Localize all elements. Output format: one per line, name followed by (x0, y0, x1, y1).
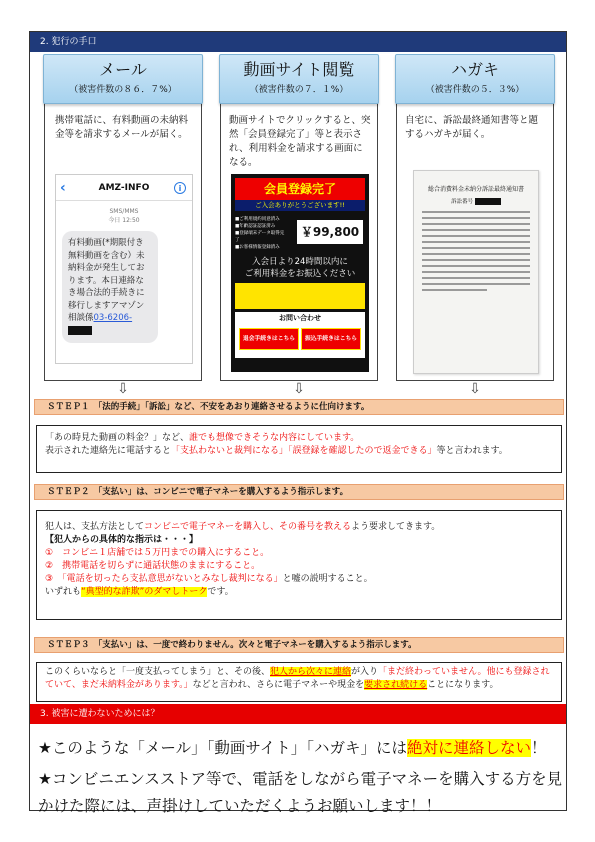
method-share: （被害件数の８６．７%） (69, 85, 177, 95)
down-arrow-icon: ⇩ (469, 381, 481, 397)
sms-phone-number: 03-6206- (93, 313, 133, 323)
text: です。 (207, 587, 234, 597)
highlight: 犯人から次々に連絡 (270, 667, 352, 677)
sms-meta (56, 207, 192, 225)
redaction-block (68, 326, 92, 335)
postcard-number-label: 訴訟番号 (451, 199, 474, 205)
down-arrow-icon: ⇩ (293, 381, 305, 397)
ad-title: 会員登録完了 (235, 178, 365, 200)
method-description: 携帯電話に、有料動画の未納料金等を請求するメールが届く。 (55, 115, 189, 140)
section-2-header: 2. 犯行の手口 (30, 32, 566, 52)
step-1-header: ＳＴＥＰ１ 「法的手続」「訴訟」など、不安をあおり連絡させるように仕向けます。 (34, 399, 564, 415)
sms-body: 有料動画(*期限付き無料動画を含む）未納料金が発生しております。本日連絡なき場合法的手続きに移行しますアマゾン相談係 (68, 238, 145, 323)
emphasis: 「支払わないと裁判になる」「誤登録を確認したので返金できる」 (171, 446, 437, 456)
step-2-header: ＳＴＥＰ２ 「支払い」は、コンビニで電子マネーを購入するよう指示します。 (34, 484, 564, 500)
text: が入り (351, 667, 379, 677)
fake-billing-screen (231, 174, 369, 372)
ad-contact-heading: お問い合わせ (279, 314, 321, 322)
method-share: （被害件数の７．１%） (249, 85, 349, 95)
ad-subtitle: ご入会ありがとうございます!! (235, 200, 365, 211)
postcard-text-lines (422, 211, 530, 291)
step-1-line-2 (45, 445, 553, 458)
emphasis: 「電話を切ったら支払意思がないとみなし裁判になる」 (62, 574, 283, 584)
instruction-item: ② 携帯電話を切らずに通話状態のままにすること。 (45, 561, 261, 571)
ad-contact-box (235, 312, 365, 358)
text: ！ (531, 739, 547, 757)
method-title: メール (99, 60, 147, 79)
text: ことになります。 (427, 680, 499, 690)
highlight: 要求され続ける (364, 680, 428, 690)
emphasis: 「まだ終わっていません。他にも登録されていて、まだ未納料金があります。」 (45, 667, 550, 690)
step-3-box (36, 662, 562, 702)
method-card-video-site (220, 59, 378, 381)
text: などと言われ、さらに電子マネーや現金を (192, 680, 365, 690)
method-description: 自宅に、訴訟最終通知書等と題するハガキが届く。 (405, 115, 539, 140)
step-2-instructions-heading: 【犯人からの具体的な指示は・・・】 (45, 535, 199, 545)
text: いずれも (45, 587, 82, 597)
text: 等と言われます。 (436, 446, 508, 456)
section-3-header: 3. 被害に遭わないためには？ (30, 704, 566, 724)
step-2-box (36, 510, 562, 620)
instruction-item: ① コンビニ１店舗では５万円までの購入にすること。 (45, 548, 270, 558)
transfer-button: 振込手続きはこちら (301, 328, 361, 350)
text: と嘘の説明すること。 (282, 574, 373, 584)
method-tab-video (219, 54, 379, 104)
method-share: （被害件数の５．３%） (425, 85, 525, 95)
highlight: 絶対に連絡しない (407, 739, 532, 757)
ad-status-item: ■ご利用規約同意済み (235, 217, 280, 222)
ad-mid (235, 214, 365, 254)
emphasis: 誰でも想像できそうな内容にしています。 (189, 433, 360, 443)
postcard-title: 総合消費料金未納分訴訟最終通知書 (427, 186, 524, 193)
back-chevron-icon: ‹ (60, 180, 66, 196)
text: 「あの時見た動画の料金？」など、 (45, 433, 190, 443)
info-icon: i (174, 182, 186, 194)
ad-notice (235, 256, 365, 280)
method-description: 動画サイトでクリックすると、突然「会員登録完了」等と表示され、利用料金を請求する画面になる。 (229, 115, 371, 168)
sms-header (56, 175, 192, 201)
ad-price: ￥99,800 (297, 220, 363, 244)
method-tab-mail (43, 54, 203, 104)
sms-meta-type: SMS/MMS (109, 208, 139, 215)
ad-status-item: ■登録端末データ取得完了 (235, 231, 285, 243)
instruction-item (45, 573, 553, 586)
method-card-mail (44, 59, 202, 381)
ad-status-item: ■年齢認証認証済み (235, 224, 276, 229)
ad-status-item: ■お客様情報登録済み (235, 245, 280, 250)
highlight: “典型的な詐欺”のダマしトーク (81, 587, 208, 597)
ad-notice-line: 入会日より24時間以内に (252, 257, 348, 267)
emphasis: コンビニで電子マネーを購入し、その番号を教える (144, 522, 352, 532)
sms-screenshot (55, 174, 193, 364)
down-arrow-icon: ⇩ (117, 381, 129, 397)
postcard-number (422, 197, 530, 205)
postcard-photo (413, 170, 539, 374)
text: 犯人は、支払方法として (45, 522, 145, 532)
step-2-summary (45, 586, 553, 599)
tip-1 (38, 736, 563, 760)
text: よう要求してきます。 (351, 522, 441, 532)
text: ★このような「メール」「動画サイト」「ハガキ」には (38, 739, 408, 757)
ad-status-list (235, 216, 287, 251)
text: このくらいならと「一度支払ってしまう」と、その後、 (45, 667, 271, 677)
sms-meta-time: 今日 12:50 (108, 217, 140, 224)
method-tab-postcard (395, 54, 555, 104)
ad-notice-line: ご利用料金をお振込ください (244, 269, 356, 279)
method-title: ハガキ (450, 60, 499, 79)
flyer-frame (29, 31, 567, 815)
step-3-header: ＳＴＥＰ３ 「支払い」は、一度で終わりません。次々と電子マネーを購入するよう指示します。 (34, 637, 564, 653)
text: ③ (45, 574, 63, 584)
step-1-line-1 (45, 432, 553, 445)
text: 表示された連絡先に電話すると (45, 446, 172, 456)
withdraw-button: 退会手続きはこちら (239, 328, 299, 350)
method-title: 動画サイト閲覧 (243, 60, 355, 79)
method-card-postcard (396, 59, 554, 381)
step-2-line-1 (45, 521, 553, 534)
redaction-block (475, 198, 501, 205)
ad-fine-print (235, 283, 365, 309)
sms-bubble (62, 231, 158, 343)
sms-sender: AMZ-INFO (98, 183, 150, 193)
tip-2: ★コンビニエンスストア等で、電話をしながら電子マネーを購入する方を見かけた際には、声掛けしていただくようお願いします！！ (38, 770, 563, 815)
step-1-box (36, 425, 562, 473)
